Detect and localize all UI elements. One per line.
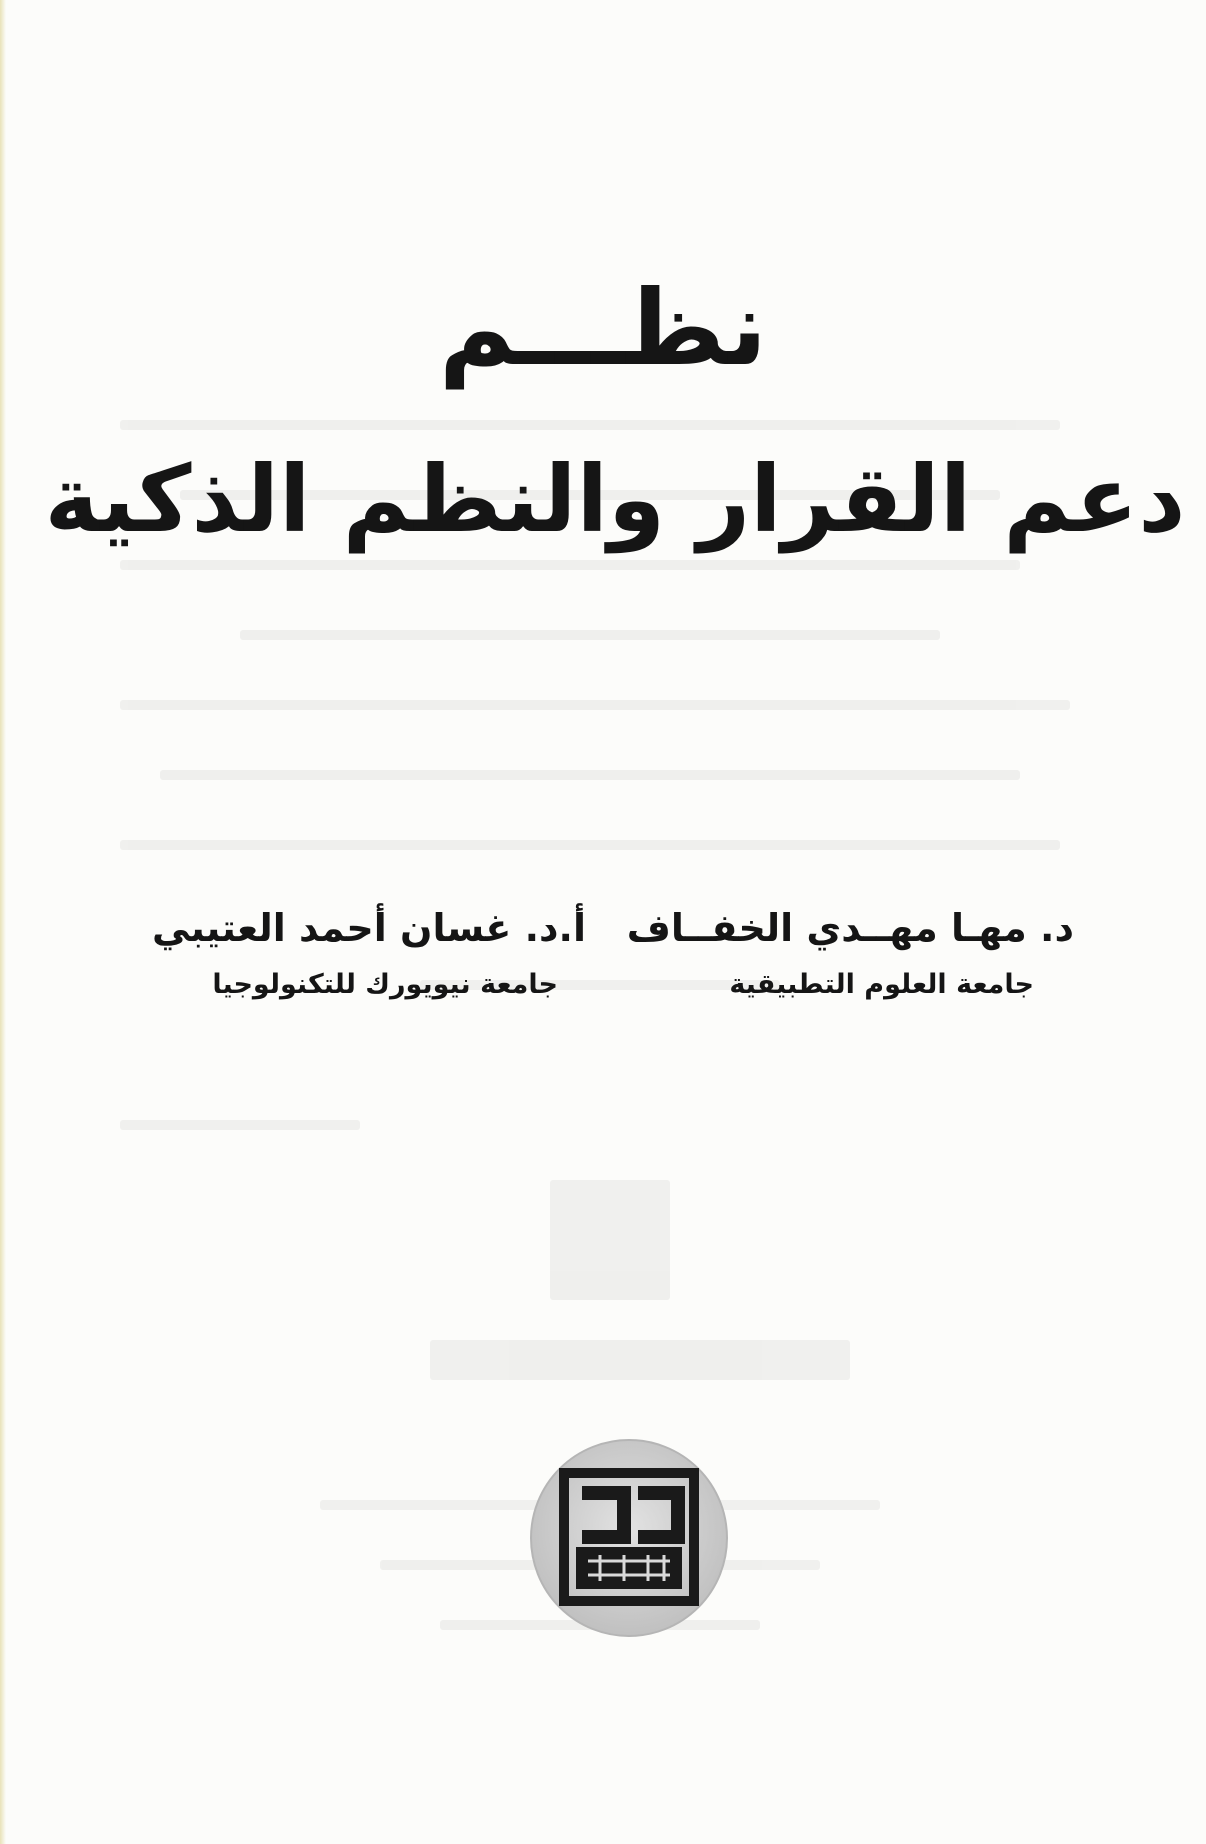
- author-2-name: أ.د. غسان أحمد العتيبي: [152, 906, 586, 950]
- book-title-line-1: نظـــم: [438, 267, 768, 389]
- author-2: [126, 903, 586, 1005]
- author-2-affiliation: جامعة نيويورك للتكنولوجيا: [212, 969, 558, 1000]
- publisher-logo-graphic: [528, 1437, 730, 1639]
- publisher-logo-icon: [528, 1437, 730, 1639]
- author-1: [614, 903, 1074, 1005]
- author-1-affiliation: جامعة العلوم التطبيقية: [729, 969, 1034, 1000]
- book-title-line-2: دعم القرار والنظم الذكية: [44, 446, 1186, 553]
- author-1-name: د. مهـا مهــدي الخفــاف: [626, 906, 1074, 950]
